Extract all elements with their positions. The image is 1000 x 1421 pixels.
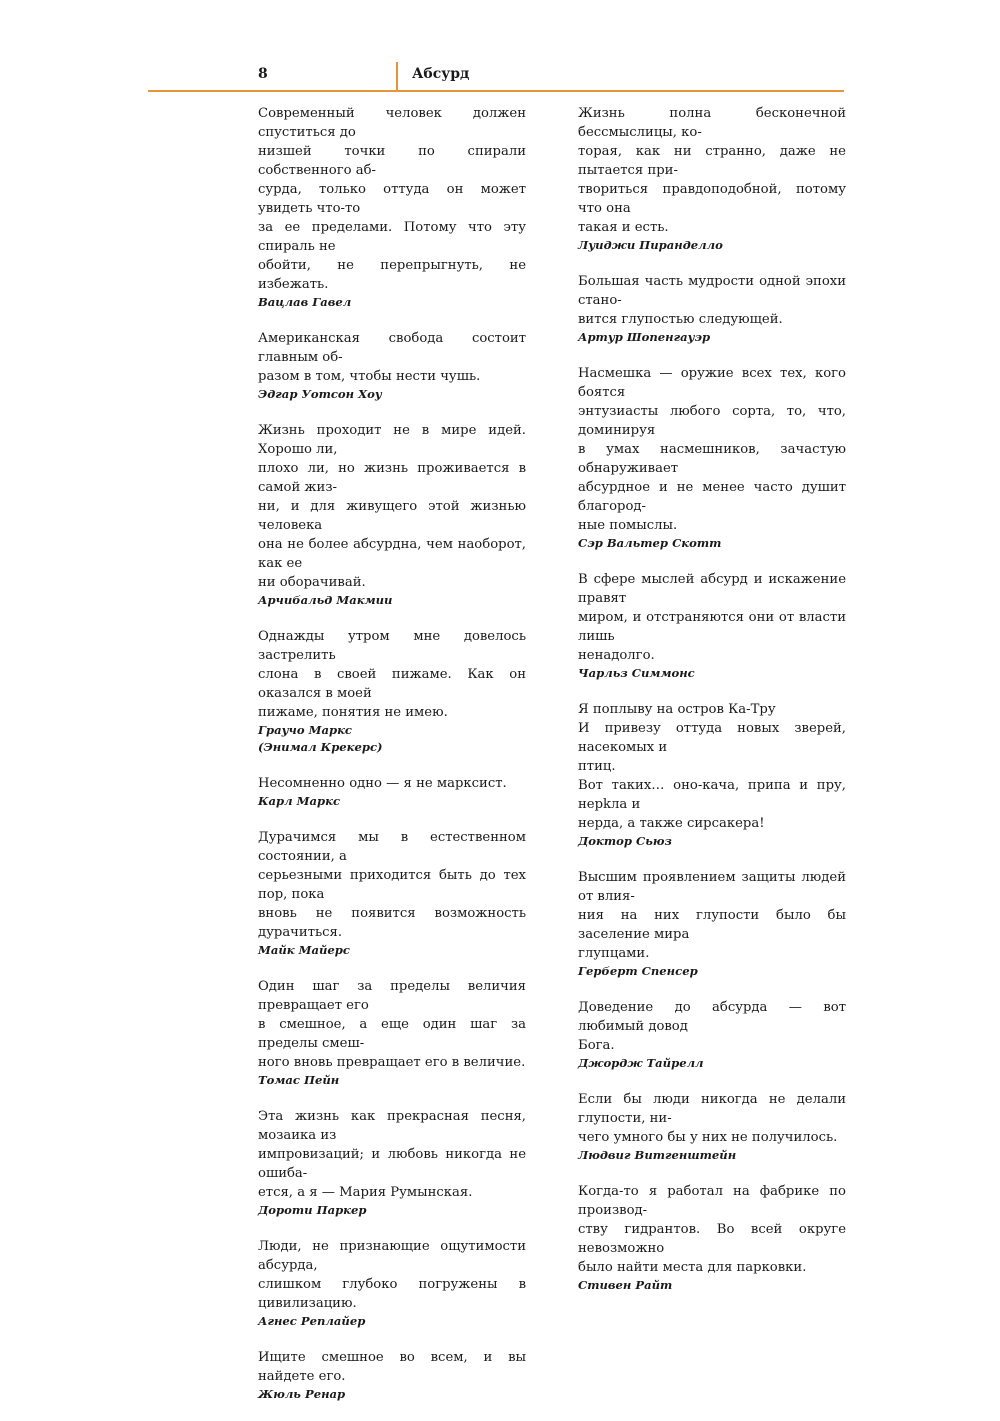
quote-author: Жюль Ренар (258, 1387, 346, 1401)
quote-text (578, 998, 846, 1055)
quote-author: Арчибальд Макмии (258, 593, 393, 607)
quote-line: Жизнь проходит не в мире идей. Хорошо ли, (258, 423, 526, 457)
quote-line: вновь не появится возможность дурачиться. (258, 906, 526, 940)
quote-text (578, 700, 846, 833)
running-title: Абсурд (412, 66, 470, 82)
quote-line: она не более абсурдна, чем наоборот, как ее (258, 537, 526, 571)
quote-block (578, 104, 846, 254)
quote-author: Джордж Тайрелл (578, 1056, 704, 1070)
quote-author: Артур Шопенгауэр (578, 330, 711, 344)
header-divider (396, 62, 398, 90)
quote-line: ется, а я — Мария Румынская. (258, 1185, 473, 1200)
quote-block (578, 272, 846, 346)
quote-text (258, 774, 526, 793)
quote-text (258, 329, 526, 386)
quote-line: Люди, не признающие ощутимости абсурда, (258, 1239, 526, 1273)
quote-text (578, 364, 846, 535)
quote-block (258, 329, 526, 403)
quote-block (258, 421, 526, 609)
quote-line: Доведение до абсурда — вот любимый довод (578, 1000, 846, 1034)
quote-author: Вацлав Гавел (258, 295, 352, 309)
quote-author: Томас Пейн (258, 1073, 340, 1087)
quote-text (258, 1348, 526, 1386)
quote-line: птиц. (578, 759, 616, 774)
quote-line: за ее пределами. Потому что эту спираль не (258, 220, 526, 254)
quote-line: Современный человек должен спуститься до (258, 106, 526, 140)
quote-text (258, 1237, 526, 1313)
quote-block (258, 828, 526, 959)
quote-author: Людвиг Витгенштейн (578, 1148, 737, 1162)
left-column (258, 104, 526, 1421)
quote-line: ни, и для живущего этой жизнью человека (258, 499, 526, 533)
quote-line: было найти места для парковки. (578, 1260, 807, 1275)
quote-text (258, 421, 526, 592)
quote-author: Луиджи Пиранделло (578, 238, 723, 252)
quote-line: Несомненно одно — я не марксист. (258, 776, 507, 791)
quote-line: Большая часть мудрости одной эпохи стано- (578, 274, 846, 308)
quote-line: Однажды утром мне довелось застрелить (258, 629, 526, 663)
quote-line: торая, как ни странно, даже не пытается при- (578, 144, 846, 178)
quote-author: Агнес Реплайер (258, 1314, 366, 1328)
page-header (148, 62, 844, 92)
quote-line: плохо ли, но жизнь проживается в самой жиз- (258, 461, 526, 495)
quote-line: ния на них глупости было бы заселение мира (578, 908, 846, 942)
quote-line: Бога. (578, 1038, 615, 1053)
quote-line: в смешное, а еще один шаг за пределы смеш- (258, 1017, 526, 1051)
quote-line: Один шаг за пределы величия превращает его (258, 979, 526, 1013)
quote-line: Насмешка — оружие всех тех, кого боятся (578, 366, 846, 400)
quote-block (258, 1348, 526, 1403)
quote-line: ного вновь превращает его в величие. (258, 1055, 526, 1070)
quote-line: низшей точки по спирали собственного аб- (258, 144, 526, 178)
page-number: 8 (258, 66, 269, 82)
quote-line: в умах насмешников, зачастую обнаруживает (578, 442, 846, 476)
quote-text (258, 977, 526, 1072)
quote-text (258, 104, 526, 294)
quote-block (578, 570, 846, 682)
quote-block (258, 774, 526, 810)
quote-line: И привезу оттуда новых зверей, насекомых и (578, 721, 846, 755)
quote-block (258, 627, 526, 756)
quote-line: Я поплыву на остров Ка-Тру (578, 702, 776, 717)
quote-line: такая и есть. (578, 220, 669, 235)
quote-block (258, 977, 526, 1089)
quote-line: Жизнь полна бесконечной бессмыслицы, ко- (578, 106, 846, 140)
quote-text (258, 1107, 526, 1202)
quote-line: Американская свобода состоит главным об- (258, 331, 526, 365)
quote-block (258, 1107, 526, 1219)
quote-text (258, 828, 526, 942)
quote-block (578, 1182, 846, 1294)
quote-line: ненадолго. (578, 648, 655, 663)
quote-line: ству гидрантов. Во всей округе невозможно (578, 1222, 846, 1256)
quote-text (578, 1182, 846, 1277)
quote-author: Майк Майерс (258, 943, 350, 957)
quote-block (578, 700, 846, 850)
quote-block (578, 364, 846, 552)
quote-text (578, 272, 846, 329)
quote-line: Вот таких… оно-кача, припа и пру, нерkла и (578, 778, 846, 812)
quote-line: энтузиасты любого сорта, то, что, доминируя (578, 404, 846, 438)
quote-author: Граучо Маркс (258, 723, 352, 737)
quote-author: Сэр Вальтер Скотт (578, 536, 722, 550)
quote-block (258, 104, 526, 311)
quote-block (578, 1090, 846, 1164)
quote-line: слона в своей пижаме. Как он оказался в моей (258, 667, 526, 701)
quote-line: разом в том, чтобы нести чушь. (258, 369, 481, 384)
quote-line: миром, и отстраняются они от власти лишь (578, 610, 846, 644)
quote-line: вится глупостью следующей. (578, 312, 783, 327)
quote-line: слишком глубоко погружены в цивилизацию. (258, 1277, 526, 1311)
quote-author: Чарльз Симмонс (578, 666, 695, 680)
quote-author: Дороти Паркер (258, 1203, 367, 1217)
quote-text (578, 868, 846, 963)
quote-line: импровизаций; и любовь никогда не ошиба- (258, 1147, 526, 1181)
quote-text (578, 104, 846, 237)
quote-author: Герберт Спенсер (578, 964, 698, 978)
quote-author: Стивен Райт (578, 1278, 673, 1292)
quote-line: абсурдное и не менее часто душит благород- (578, 480, 846, 514)
quote-line: В сфере мыслей абсурд и искажение правят (578, 572, 846, 606)
quote-line: глупцами. (578, 946, 650, 961)
quote-block (258, 1237, 526, 1330)
quote-line: нерда, а также сирсакера! (578, 816, 765, 831)
quote-line: Если бы люди никогда не делали глупости, ни- (578, 1092, 846, 1126)
quote-line: Ищите смешное во всем, и вы найдете его. (258, 1350, 526, 1384)
quote-author-note: (Энимал Крекерс) (258, 740, 383, 754)
quote-line: Эта жизнь как прекрасная песня, мозаика из (258, 1109, 526, 1143)
quote-line: Когда-то я работал на фабрике по производ- (578, 1184, 846, 1218)
quote-line: обойти, не перепрыгнуть, не избежать. (258, 258, 526, 292)
quote-line: ные помыслы. (578, 518, 678, 533)
quote-line: Дурачимся мы в естественном состоянии, а (258, 830, 526, 864)
quote-author: Эдгар Уотсон Хоу (258, 387, 382, 401)
quote-block (578, 998, 846, 1072)
quote-author: Доктор Сьюз (578, 834, 672, 848)
quote-author: Карл Маркс (258, 794, 341, 808)
right-column (578, 104, 846, 1312)
quote-line: пижаме, понятия не имею. (258, 705, 448, 720)
quote-line: ни оборачивай. (258, 575, 366, 590)
quote-line: сурда, только оттуда он может увидеть что-то (258, 182, 526, 216)
quote-line: твориться правдоподобной, потому что она (578, 182, 846, 216)
quote-line: серьезными приходится быть до тех пор, пока (258, 868, 526, 902)
quote-block (578, 868, 846, 980)
header-rule (148, 90, 844, 92)
quote-text (578, 1090, 846, 1147)
quote-text (258, 627, 526, 722)
quote-text (578, 570, 846, 665)
quote-line: чего умного бы у них не получилось. (578, 1130, 838, 1145)
quote-line: Высшим проявлением защиты людей от влия- (578, 870, 846, 904)
